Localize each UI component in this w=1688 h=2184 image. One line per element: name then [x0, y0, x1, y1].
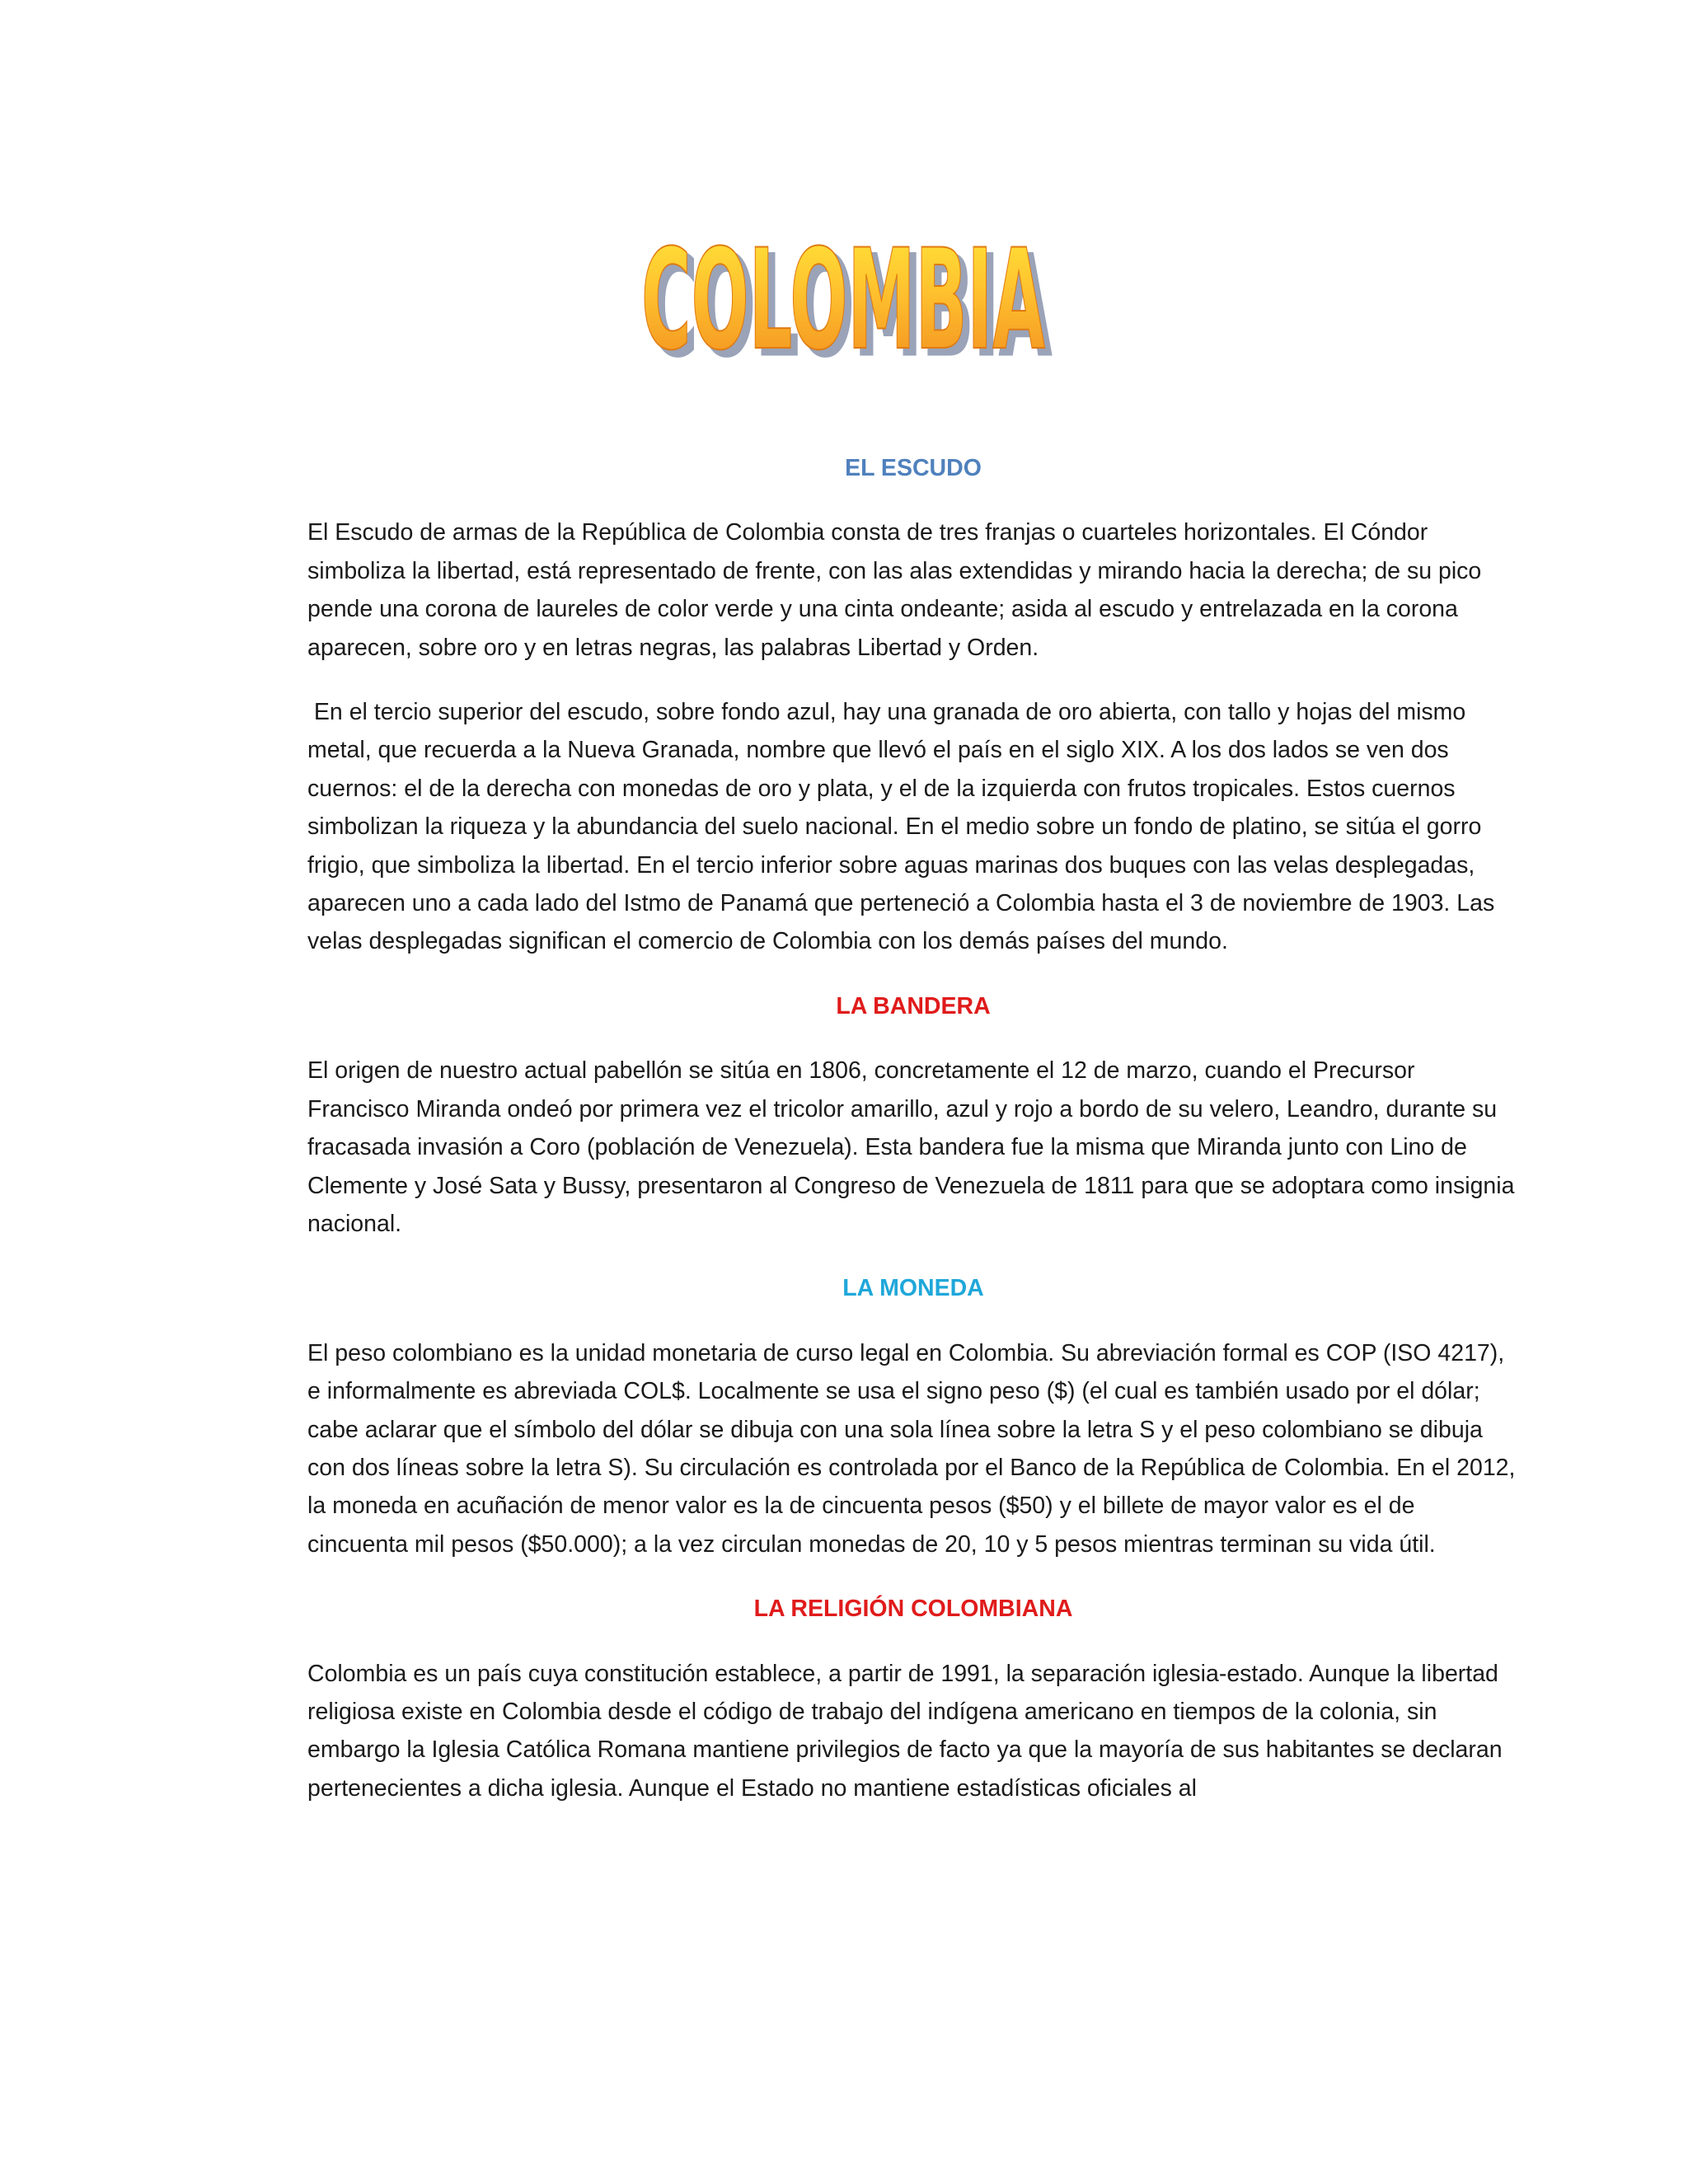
section-heading-escudo: EL ESCUDO — [845, 455, 982, 481]
paragraph-bandera: El origen de nuestro actual pabellón se sitúa en 1806, concretamente el 12 de marzo, cuando el Precursor Francisco Miranda ondeó por primera vez el tricolor amarillo, azul y rojo a bordo de su velero, Leandro, durante su fracasada invasión a Coro (población de Venezuela). Esta bandera fue la misma que Miranda junto con Lino de Clemente y José Sata y Bussy, presentaron al Congreso de Venezuela de 1811 para que se adoptara como insignia nacional. — [307, 1057, 1515, 1237]
title-main-text: COLOMBIA — [641, 223, 1045, 363]
paragraph-moneda: El peso colombiano es la unidad monetaria de curso legal en Colombia. Su abreviación formal es COP (ISO 4217), e informalmente es abreviada COL$. Localmente se usa el signo peso ($) (el cual es también usado por el dólar; cabe aclarar que el símbolo del dólar se dibuja con una sola línea sobre la letra S y el peso colombiano se dibuja con dos líneas sobre la letra S). Su circulación es controlada por el Banco de la República de Colombia. En el 2012, la moneda en acuñación de menor valor es la de cincuenta pesos ($50) y el billete de mayor valor es el de cincuenta mil pesos ($50.000); a la vez circulan monedas de 20, 10 y 5 pesos mientras terminan su vida útil. — [307, 1339, 1516, 1558]
title-wordart — [0, 223, 1688, 363]
section-heading-bandera: LA BANDERA — [836, 992, 991, 1019]
title-wordart-graphic — [630, 223, 1058, 363]
section-heading-religion: LA RELIGIÓN COLOMBIANA — [753, 1596, 1073, 1623]
paragraph-religion: Colombia es un país cuya constitución establece, a partir de 1991, la separación iglesia-estado. Aunque la libertad religiosa existe en Colombia desde el código de trabajo del indígena americano en tiempos de la colonia, sin embargo la Iglesia Católica Romana mantiene privilegios de facto ya que la mayoría de sus habitantes se declaran pertenecientes a dicha iglesia. Aunque el Estado no mantiene estadísticas oficiales al — [307, 1660, 1503, 1802]
paragraph-escudo-2: En el tercio superior del escudo, sobre fondo azul, hay una granada de oro abierta, con tallo y hojas del mismo metal, que recuerda a la Nueva Granada, nombre que llevó el país en el siglo XIX. A los dos lados se ven dos cuernos: el de la derecha con monedas de oro y plata, y el de la izquierda con frutos tropicales. Estos cuernos simbolizan la riqueza y la abundancia del suelo nacional. En el medio sobre un fondo de platino, se sitúa el gorro frigio, que simboliza la libertad. En el tercio inferior sobre aguas marinas dos buques con las velas desplegadas, aparecen uno a cada lado del Istmo de Panamá que perteneció a Colombia hasta el 3 de noviembre de 1903. Las velas desplegadas significan el comercio de Colombia con los demás países del mundo. — [307, 699, 1502, 955]
section-heading-moneda: LA MONEDA — [842, 1275, 984, 1302]
paragraph-escudo-1: El Escudo de armas de la República de Colombia consta de tres franjas o cuarteles horizontales. El Cóndor simboliza la libertad, está representado de frente, con las alas extendidas y mirando hacia la derecha; de su pico pende una corona de laureles de color verde y una cinta ondeante; asida al escudo y entrelazada en la corona aparecen, sobre oro y en letras negras, las palabras Libertad y Orden. — [307, 519, 1482, 661]
document-body — [307, 449, 1519, 1834]
title-shadow-text: COLOMBIA — [648, 226, 1052, 363]
